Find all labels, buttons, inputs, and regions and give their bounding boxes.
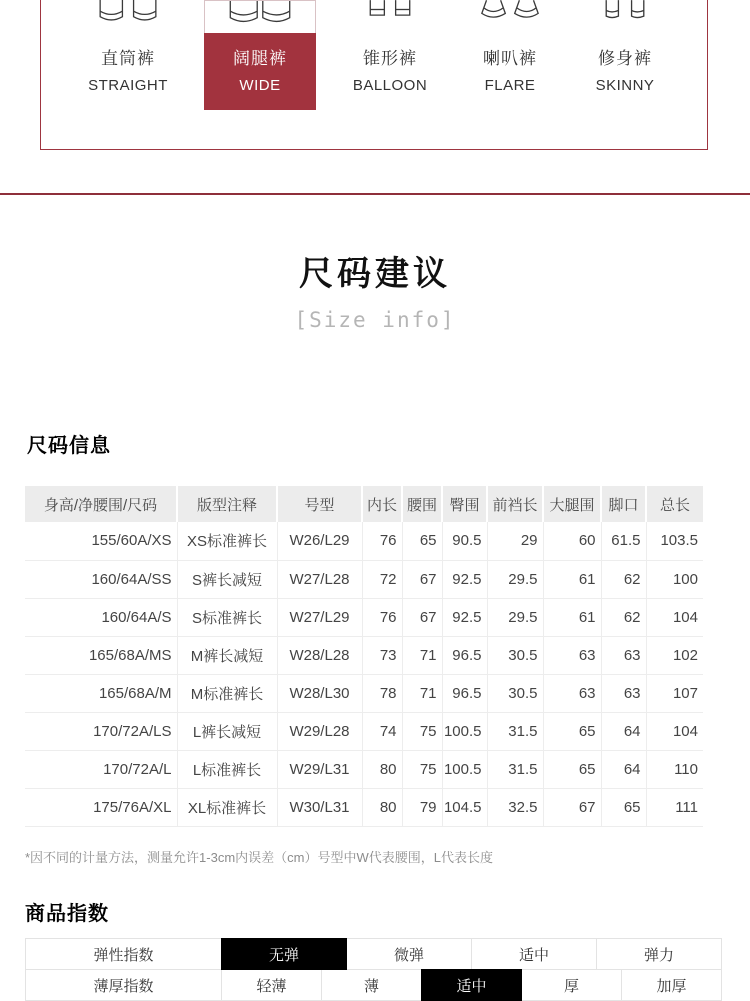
size-chart-table <box>25 486 703 827</box>
size-table-cell: 92.5 <box>442 598 487 636</box>
size-table-cell: 103.5 <box>646 522 703 560</box>
size-table-cell: 63 <box>543 674 601 712</box>
size-table-cell: 78 <box>362 674 402 712</box>
size-table-cell: W28/L28 <box>277 636 362 674</box>
size-table-cell: 75 <box>402 712 442 750</box>
size-table-cell: 65 <box>543 750 601 788</box>
size-table-cell: 31.5 <box>487 712 543 750</box>
size-table-cell: 62 <box>601 560 646 598</box>
balloon-pants-icon <box>334 0 446 33</box>
size-table-cell: 92.5 <box>442 560 487 598</box>
category-label-cn: 修身裤 <box>598 49 652 68</box>
size-table-cell: 104.5 <box>442 788 487 826</box>
size-table-cell: 60 <box>543 522 601 560</box>
size-table-cell: 96.5 <box>442 636 487 674</box>
size-table-header-row <box>25 486 703 522</box>
category-label-cn: 直筒裤 <box>101 49 155 68</box>
size-table-cell: 74 <box>362 712 402 750</box>
size-table-cell: W27/L29 <box>277 598 362 636</box>
size-banner-title: 尺码建议 <box>299 255 451 293</box>
category-item-balloon[interactable] <box>334 0 446 110</box>
size-table-cell: 170/72A/L <box>25 750 177 788</box>
size-column-header: 前裆长 <box>487 486 543 522</box>
index-row <box>25 969 722 1001</box>
size-table-cell: 100.5 <box>442 750 487 788</box>
section-divider <box>0 193 750 195</box>
size-table-cell: W29/L31 <box>277 750 362 788</box>
size-table-cell: 90.5 <box>442 522 487 560</box>
index-option: 厚 <box>521 969 622 1001</box>
size-table-cell: 29.5 <box>487 560 543 598</box>
size-table-cell: 160/64A/SS <box>25 560 177 598</box>
size-table-cell: 65 <box>543 712 601 750</box>
measurement-footnote: *因不同的计量方法，测量允许1-3cm内误差（cm）号型中W代表腰围，L代表长度 <box>25 850 494 865</box>
size-table-cell: 64 <box>601 750 646 788</box>
category-label-en: FLARE <box>484 77 536 94</box>
flare-pants-icon <box>454 0 566 33</box>
size-table-cell: 80 <box>362 750 402 788</box>
size-table-cell: 71 <box>402 636 442 674</box>
size-table-row <box>25 788 703 826</box>
index-option: 轻薄 <box>221 969 322 1001</box>
size-column-header: 脚口 <box>601 486 646 522</box>
category-label-cn: 喇叭裤 <box>483 49 537 68</box>
size-table-cell: W29/L28 <box>277 712 362 750</box>
size-table-cell: 32.5 <box>487 788 543 826</box>
size-column-header: 大腿围 <box>543 486 601 522</box>
category-label-en: BALLOON <box>352 77 428 94</box>
index-option: 薄 <box>321 969 422 1001</box>
size-table-cell: 104 <box>646 712 703 750</box>
size-table-cell: 155/60A/XS <box>25 522 177 560</box>
size-table-cell: 61 <box>543 560 601 598</box>
index-option: 弹力 <box>596 938 722 970</box>
category-item-skinny[interactable] <box>569 0 681 110</box>
category-item-wide[interactable] <box>204 0 316 110</box>
size-column-header: 总长 <box>646 486 703 522</box>
size-table-row <box>25 750 703 788</box>
size-table-cell: 71 <box>402 674 442 712</box>
size-info-heading: 尺码信息 <box>27 435 111 457</box>
size-table-cell: 63 <box>601 636 646 674</box>
size-table-cell: 102 <box>646 636 703 674</box>
index-row-label: 薄厚指数 <box>25 969 222 1001</box>
size-column-header: 号型 <box>277 486 362 522</box>
size-table-cell: 76 <box>362 522 402 560</box>
wide-pants-icon <box>204 0 316 33</box>
size-table-cell: 31.5 <box>487 750 543 788</box>
size-table-cell: 72 <box>362 560 402 598</box>
size-table-cell: 61.5 <box>601 522 646 560</box>
category-item-straight[interactable] <box>72 0 184 110</box>
size-table-cell: 62 <box>601 598 646 636</box>
size-column-header: 内长 <box>362 486 402 522</box>
size-table-cell: 80 <box>362 788 402 826</box>
size-table-cell: 165/68A/MS <box>25 636 177 674</box>
size-table-cell: 63 <box>543 636 601 674</box>
size-table-cell: 110 <box>646 750 703 788</box>
size-table-cell: M裤长减短 <box>177 636 277 674</box>
index-option: 加厚 <box>621 969 722 1001</box>
size-table-cell: XS标准裤长 <box>177 522 277 560</box>
product-index-heading: 商品指数 <box>25 903 109 925</box>
category-label-cn: 锥形裤 <box>363 49 417 68</box>
size-table-cell: 160/64A/S <box>25 598 177 636</box>
category-label-en: SKINNY <box>595 77 655 94</box>
size-table-row <box>25 712 703 750</box>
size-table-cell: 30.5 <box>487 674 543 712</box>
size-table-cell: W28/L30 <box>277 674 362 712</box>
index-option: 适中 <box>471 938 597 970</box>
size-table-cell: L裤长减短 <box>177 712 277 750</box>
size-column-header: 身高/净腰围/尺码 <box>25 486 177 522</box>
size-table-cell: 96.5 <box>442 674 487 712</box>
size-table-cell: 65 <box>402 522 442 560</box>
straight-pants-icon <box>72 0 184 33</box>
size-table-cell: 29 <box>487 522 543 560</box>
size-table-cell: 76 <box>362 598 402 636</box>
size-table-cell: 175/76A/XL <box>25 788 177 826</box>
category-item-flare[interactable] <box>454 0 566 110</box>
size-table-cell: W30/L31 <box>277 788 362 826</box>
size-column-header: 臀围 <box>442 486 487 522</box>
index-option: 微弹 <box>346 938 472 970</box>
size-table-cell: 79 <box>402 788 442 826</box>
category-label-en: STRAIGHT <box>88 77 168 94</box>
size-column-header: 版型注释 <box>177 486 277 522</box>
skinny-pants-icon <box>569 0 681 33</box>
size-table-cell: 100.5 <box>442 712 487 750</box>
size-table-cell: 63 <box>601 674 646 712</box>
size-column-header: 腰围 <box>402 486 442 522</box>
size-table-cell: M标准裤长 <box>177 674 277 712</box>
product-index-table <box>25 938 722 1001</box>
size-table-row <box>25 636 703 674</box>
size-table-cell: 29.5 <box>487 598 543 636</box>
size-banner-subtitle: [Size info] <box>294 308 456 332</box>
size-table-cell: 65 <box>601 788 646 826</box>
size-table-cell: 75 <box>402 750 442 788</box>
category-label-cn: 阔腿裤 <box>233 49 287 68</box>
size-table-cell: XL标准裤长 <box>177 788 277 826</box>
index-row-label: 弹性指数 <box>25 938 222 970</box>
size-table-cell: L标准裤长 <box>177 750 277 788</box>
size-table-cell: 165/68A/M <box>25 674 177 712</box>
size-table-cell: S标准裤长 <box>177 598 277 636</box>
index-row <box>25 938 722 970</box>
size-table-row <box>25 598 703 636</box>
index-option-selected: 无弹 <box>221 938 347 970</box>
size-table-cell: S裤长减短 <box>177 560 277 598</box>
size-table-cell: 73 <box>362 636 402 674</box>
size-table-cell: 30.5 <box>487 636 543 674</box>
size-table-cell: 170/72A/LS <box>25 712 177 750</box>
size-table-row <box>25 674 703 712</box>
size-table-cell: 111 <box>646 788 703 826</box>
size-table-cell: W26/L29 <box>277 522 362 560</box>
size-table-cell: 64 <box>601 712 646 750</box>
index-option-selected: 适中 <box>421 969 522 1001</box>
category-label-en: WIDE <box>239 77 281 94</box>
size-table-cell: 100 <box>646 560 703 598</box>
size-table-cell: 67 <box>402 598 442 636</box>
size-table-cell: 61 <box>543 598 601 636</box>
size-table-row <box>25 522 703 560</box>
size-table-cell: 104 <box>646 598 703 636</box>
size-table-cell: 107 <box>646 674 703 712</box>
size-table-cell: W27/L28 <box>277 560 362 598</box>
size-table-row <box>25 560 703 598</box>
size-table-cell: 67 <box>402 560 442 598</box>
size-table-cell: 67 <box>543 788 601 826</box>
